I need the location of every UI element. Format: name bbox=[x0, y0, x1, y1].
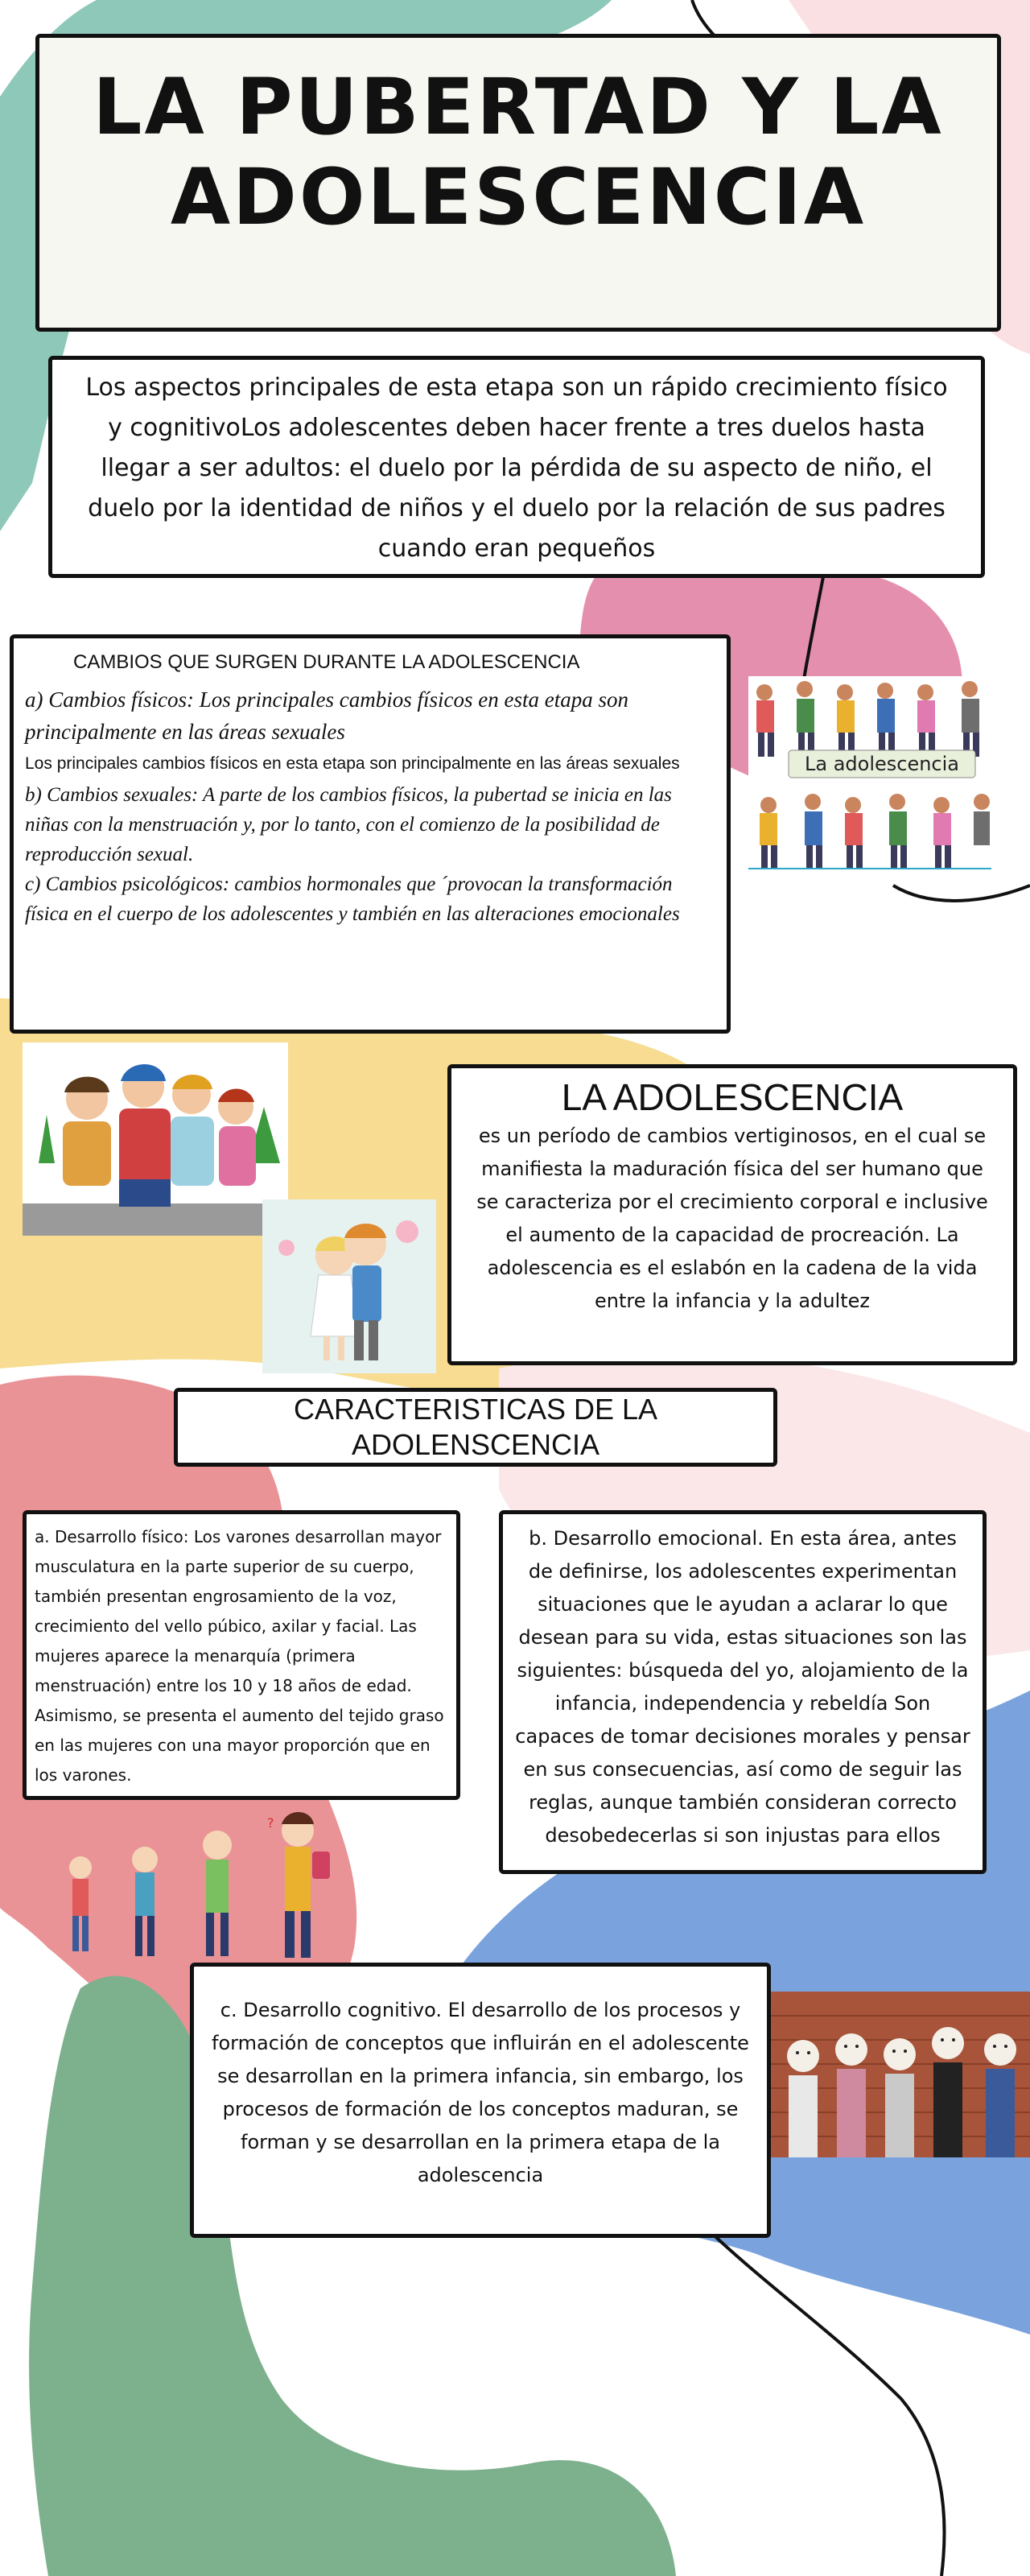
desarrollo-emocional-text: b. Desarrollo emocional. En esta área, antes de definirse, los adolescentes experimentan situaciones que le ayudan a aclarar lo que desean para su vida, estas situaciones son las siguientes: búsqueda del yo, alojamiento de la infancia, independencia y rebeldía Son capaces de tomar decisiones morales y pensar en sus consecuencias, así como de seguir las reglas, aunque también consideran correcto desobedecerlas si son injustas para ellos bbox=[515, 1527, 970, 1847]
desarrollo-cognitivo-box bbox=[190, 1963, 771, 2238]
kids-growing-image bbox=[56, 1803, 338, 1964]
emotions-faces-image bbox=[771, 1992, 1030, 2157]
desarrollo-fisico-text: a. Desarrollo físico: Los varones desarrollan mayor musculatura en la parte superior de su cuerpo, también presentan engrosamiento de la voz, crecimiento del vello púbico, axilar y facial. Las mujeres aparece la menarquía (primera menstruación) entre los 10 y 18 años de edad. Asimismo, se presenta el aumento del tejido graso en las mujeres con una mayor proporción que en los varones. bbox=[35, 1527, 444, 1785]
cambios-heading: CAMBIOS QUE SURGEN DURANTE LA ADOLESCENCIA bbox=[73, 651, 580, 673]
adolescencia-box bbox=[447, 1064, 1017, 1365]
cambios-a: a) Cambios físicos: Los principales cambios físicos en esta etapa son principalmente en las áreas sexuales bbox=[25, 687, 628, 744]
cambios-b: b) Cambios sexuales: A parte de los cambios físicos, la pubertad se inicia en las niñas con la menstruación y, por lo tanto, con el comienzo de la posibilidad de reproducción sexual. bbox=[25, 784, 672, 865]
kiss-illustration bbox=[262, 1199, 436, 1373]
cambios-box bbox=[10, 634, 731, 1034]
caracteristicas-box bbox=[174, 1388, 777, 1467]
teens-group-illustration bbox=[23, 1042, 288, 1236]
desarrollo-cognitivo-text: c. Desarrollo cognitivo. El desarrollo de los procesos y formación de conceptos que influirán en el adolescente se desarrollan en la primera infancia, sin embargo, los procesos de formación de los conceptos maduran, se forman y se desarrollan en la primera etapa de la adolescencia bbox=[212, 1999, 749, 2186]
intro-box bbox=[48, 356, 985, 578]
adolescencia-heading: LA ADOLESCENCIA bbox=[561, 1076, 904, 1118]
teens-group-image bbox=[23, 1042, 288, 1236]
cambios-a-small: Los principales cambios físicos en esta etapa son principalmente en las áreas sexuales bbox=[25, 754, 680, 773]
image-label: La adolescencia bbox=[804, 753, 959, 775]
intro-text: Los aspectos principales de esta etapa son un rápido crecimiento físico y cognitivoLos adolescentes deben hacer frente a tres duelos hasta llegar a ser adultos: el duelo por la pérdida de su aspecto de niño, el duelo por la identidad de niños y el duelo por la relación de sus padres cuando eran pequeños bbox=[85, 374, 948, 563]
desarrollo-emocional-box bbox=[499, 1510, 987, 1874]
caracteristicas-heading: CARACTERISTICAS DE LA ADOLENSCENCIA bbox=[293, 1393, 658, 1461]
desarrollo-fisico-box bbox=[23, 1510, 460, 1800]
page-title-line1: LA PUBERTAD Y LA bbox=[93, 62, 944, 152]
emotions-faces-illustration bbox=[771, 1992, 1030, 2157]
title-box bbox=[35, 34, 1001, 332]
page-title-line2: ADOLESCENCIA bbox=[170, 152, 867, 242]
cambios-c: c) Cambios psicológicos: cambios hormonales que ´provocan la transformación física en el cuerpo de los adolescentes y también en las alteraciones emocionales bbox=[25, 873, 680, 925]
kiss-image bbox=[262, 1199, 436, 1373]
svg-text:?: ? bbox=[267, 1815, 274, 1831]
adolescents-image bbox=[748, 676, 991, 869]
kids-growing-illustration bbox=[56, 1803, 338, 1964]
adolescencia-body: es un período de cambios vertiginosos, en el cual se manifiesta la maduración física del ser humano que se caracteriza por el crecimiento corporal e inclusive el aumento de la capacidad de procreación. La adolescencia es el eslabón en la cadena de la vida entre la infancia y la adultez bbox=[476, 1125, 988, 1312]
